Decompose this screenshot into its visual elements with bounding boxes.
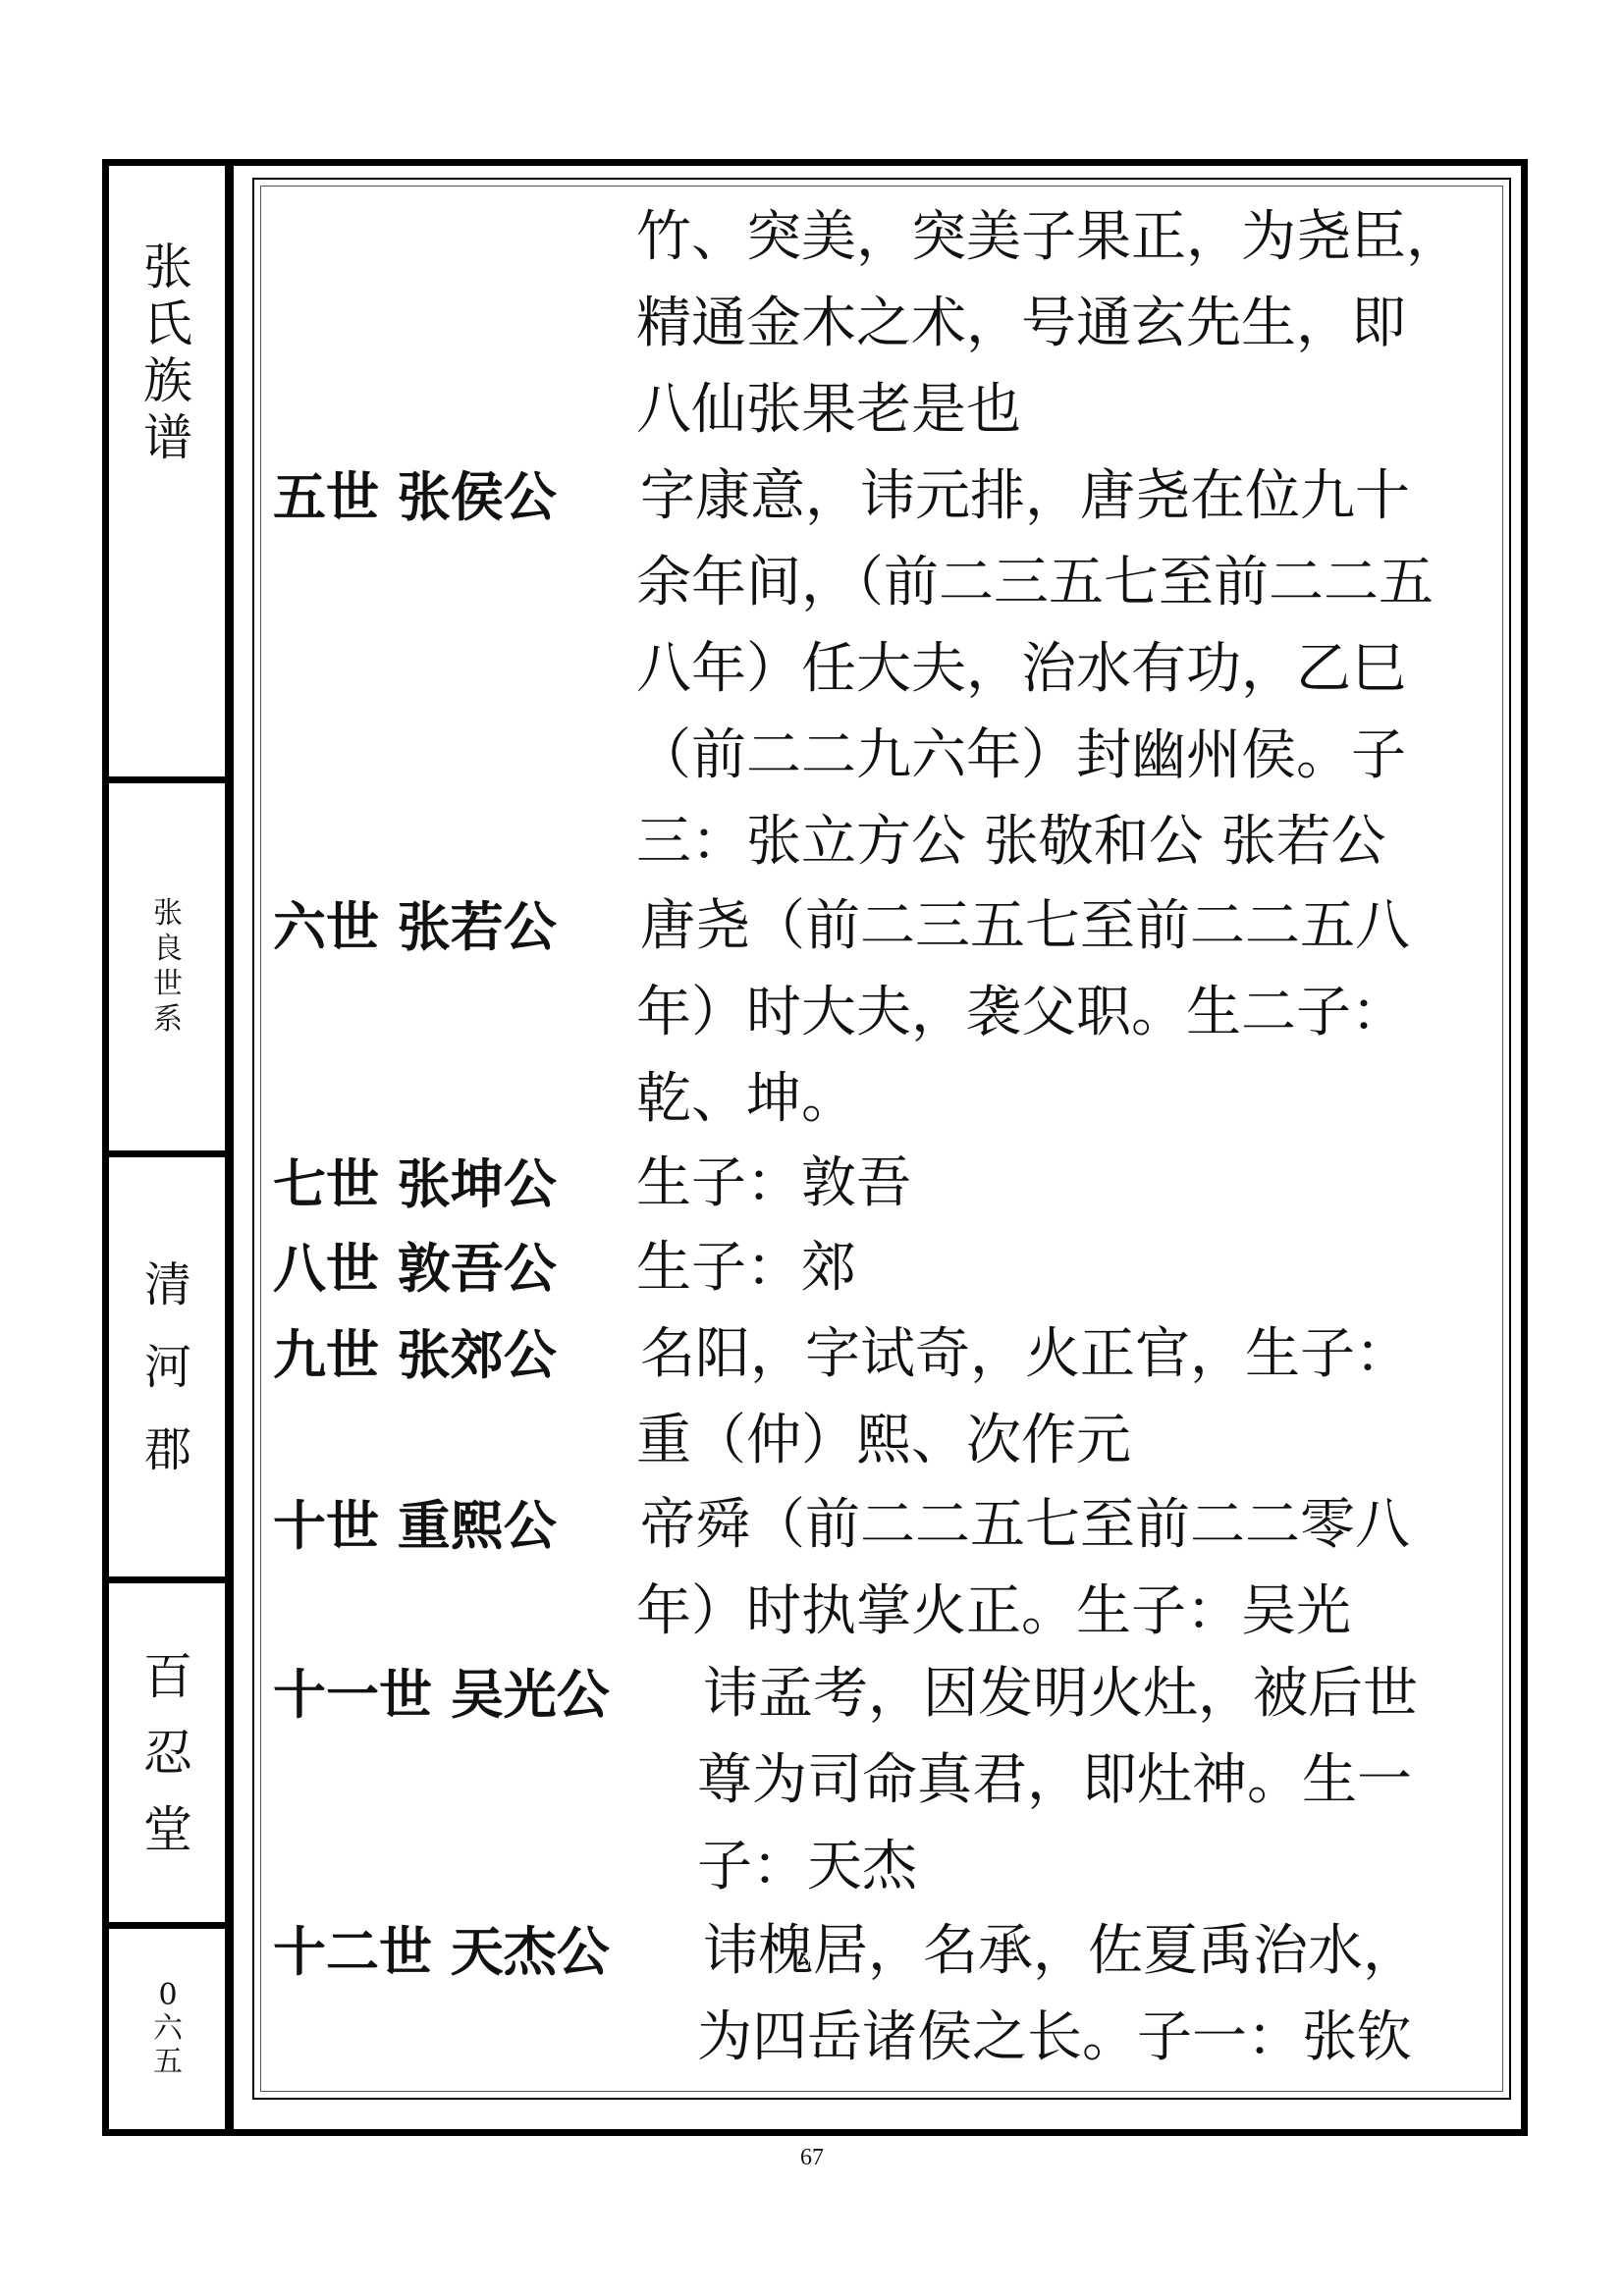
entry-line: 年）时大夫，袭父职。生二子： <box>636 981 1406 1044</box>
sidebar-divider <box>109 776 227 783</box>
sidebar <box>109 166 227 2129</box>
page-number: 67 <box>800 2145 824 2170</box>
entry-line: 子：天杰 <box>697 1835 917 1898</box>
sidebar-section-char: 系 <box>153 1002 183 1037</box>
sidebar-section-char: 张 <box>153 896 183 931</box>
entry-line: 名阳，字试奇，火正官，生子： <box>640 1322 1410 1386</box>
entry-line: 年）时执掌火正。生子：吴光 <box>636 1579 1351 1643</box>
sidebar-hall-char: 堂 <box>143 1800 192 1858</box>
entry-line: 三：张立方公 张敬和公 张若公 <box>636 810 1386 874</box>
generation-label: 八世 敦吾公 <box>273 1238 557 1300</box>
entry-line: 竹、突美，突美子果正，为尧臣， <box>636 205 1461 269</box>
sidebar-page <box>109 1929 227 2129</box>
sidebar-title-char: 氏 <box>143 295 192 352</box>
sidebar-page-char: 五 <box>153 2045 183 2079</box>
entry-line: 重（仲）熙、次作元 <box>636 1409 1131 1472</box>
entry-line: （前二二九六年）封幽州侯。子 <box>636 723 1406 787</box>
sidebar-page-char: 六 <box>153 2011 183 2046</box>
sidebar-page-char: 0 <box>158 1978 178 2012</box>
entry-line: 尊为司命真君，即灶神。生一 <box>697 1748 1412 1812</box>
entry-line: 为四岳诸侯之长。子一：张钦 <box>697 2005 1412 2069</box>
sidebar-divider <box>109 1576 227 1583</box>
sidebar-title-char: 谱 <box>143 409 192 466</box>
sidebar-section-char: 世 <box>153 967 183 1001</box>
entry-line: 余年间，（前二三五七至前二二五 <box>636 551 1434 614</box>
entry-line: 帝舜（前二二五七至前二二零八 <box>640 1493 1410 1557</box>
sidebar-title <box>109 166 227 519</box>
generation-label: 六世 张若公 <box>273 896 557 958</box>
sidebar-title-char: 张 <box>143 239 192 295</box>
sidebar-place-char: 河 <box>143 1339 191 1395</box>
sidebar-hall <box>109 1583 227 1922</box>
entry-line: 讳槐居，名承，佐夏禹治水， <box>703 1919 1418 1983</box>
entry-line: 生子：敦吾 <box>636 1151 911 1215</box>
sidebar-place-char: 清 <box>143 1256 191 1312</box>
generation-label: 七世 张坤公 <box>273 1153 557 1215</box>
entry-line: 讳孟考，因发明火灶，被后世 <box>703 1662 1418 1726</box>
entry-line: 生子：郊 <box>636 1236 856 1300</box>
sidebar-title-char: 族 <box>143 352 192 409</box>
sidebar-section-char: 良 <box>153 932 183 966</box>
sidebar-place <box>109 1157 227 1576</box>
entry-line: 八仙张果老是也 <box>636 378 1021 442</box>
sidebar-section <box>109 783 227 1150</box>
sidebar-divider <box>109 1922 227 1929</box>
entry-line: 字康意，讳元排，唐尧在位九十 <box>640 464 1410 528</box>
generation-label: 五世 张侯公 <box>273 466 557 528</box>
generation-label: 十一世 吴光公 <box>273 1664 610 1726</box>
entry-line: 唐尧（前二三五七至前二二五八 <box>640 894 1410 958</box>
sidebar-hall-char: 百 <box>143 1647 192 1705</box>
generation-label: 十世 重熙公 <box>273 1495 557 1557</box>
generation-label: 十二世 天杰公 <box>273 1921 610 1983</box>
sidebar-place-char: 郡 <box>143 1421 191 1477</box>
generation-label: 九世 张郊公 <box>273 1324 557 1386</box>
entry-line: 乾、坤。 <box>636 1067 856 1131</box>
sidebar-rule <box>227 166 234 2129</box>
sidebar-hall-char: 忍 <box>143 1724 192 1782</box>
entry-line: 八年）任大夫，治水有功，乙巳 <box>636 637 1406 701</box>
entry-line: 精通金木之术，号通玄先生，即 <box>636 292 1406 355</box>
sidebar-divider <box>109 1150 227 1157</box>
